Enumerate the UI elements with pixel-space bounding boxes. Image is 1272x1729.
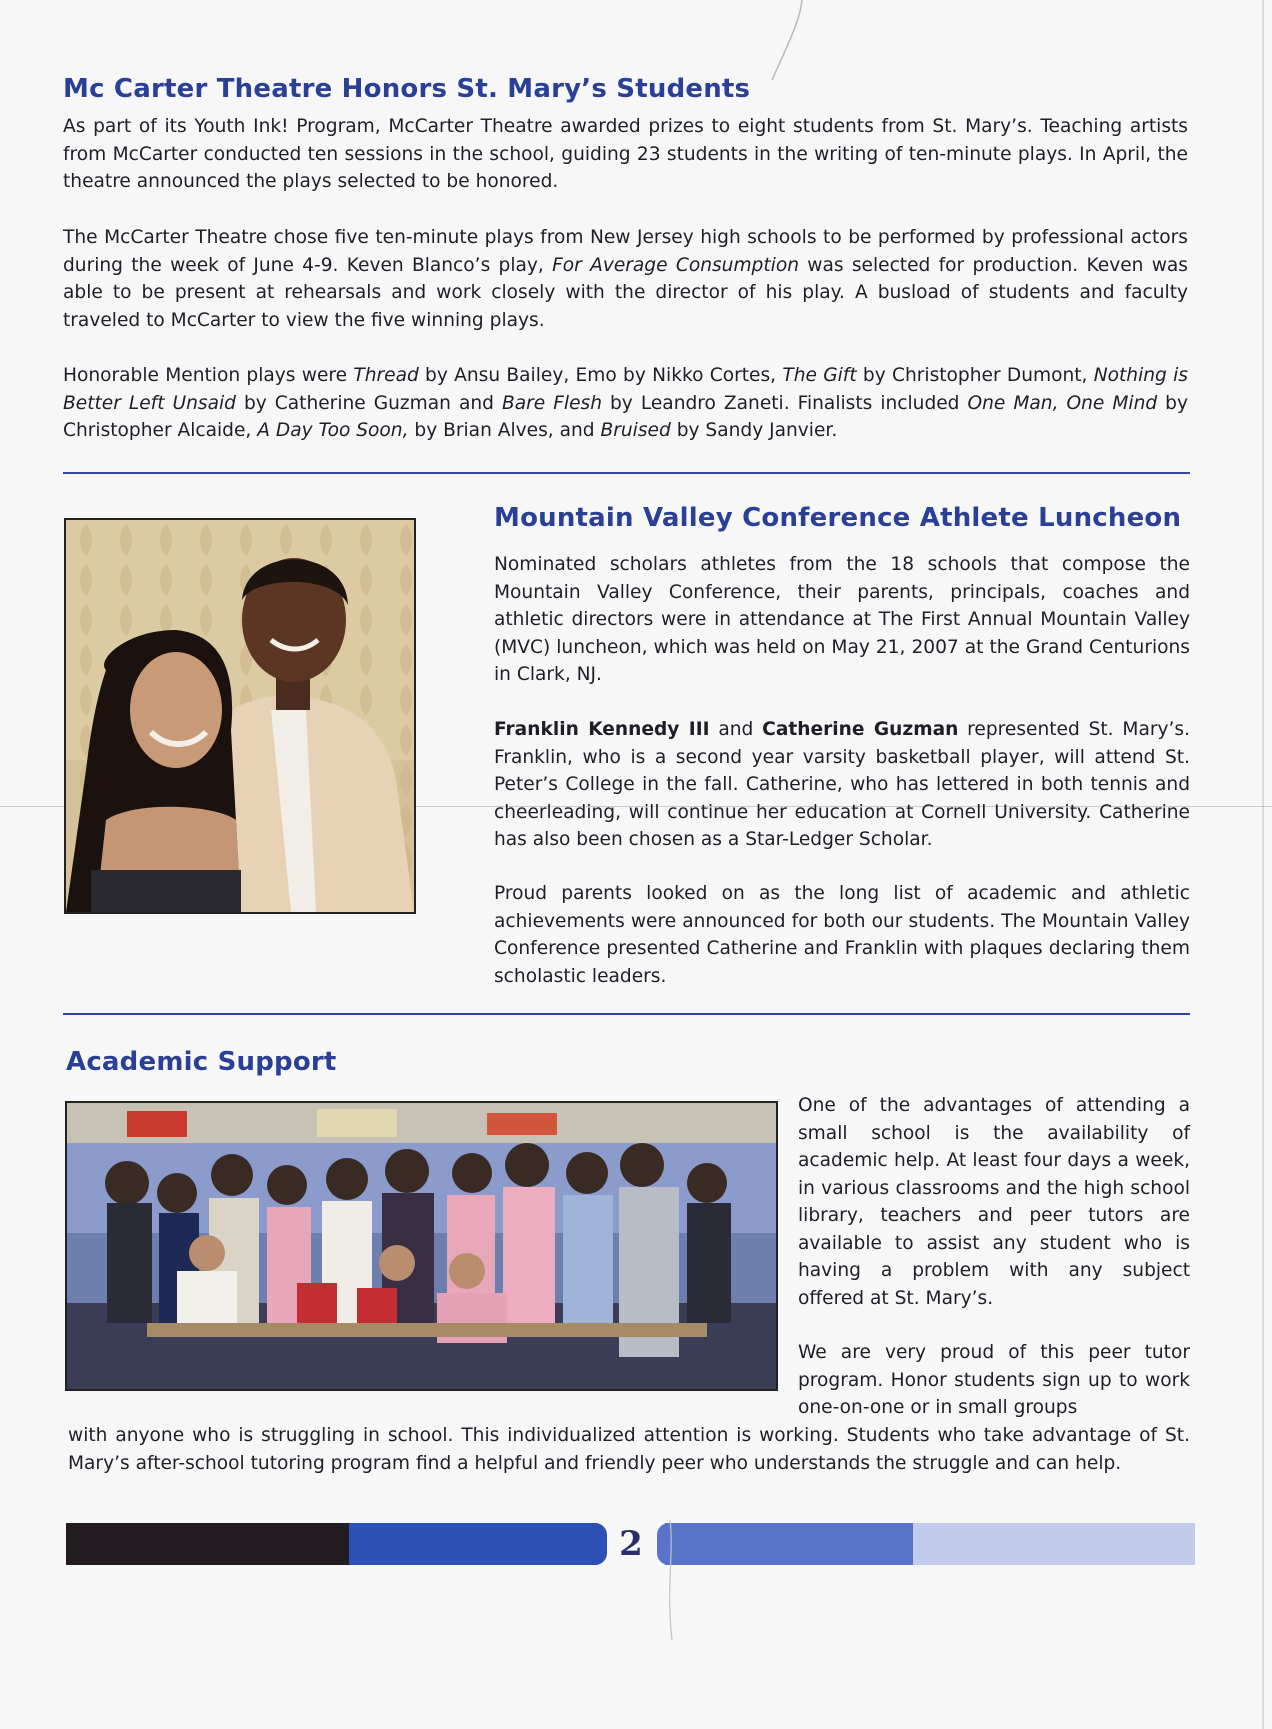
section-divider-2 xyxy=(63,1013,1190,1015)
footer-bar-mid-blue xyxy=(665,1523,913,1565)
paper-tear-bottom xyxy=(660,1520,700,1640)
luncheon-paragraph-3: Proud parents looked on as the long list of academic and athletic achievements were announced for both our students. The Mountain Valley Conference presented Catherine and Franklin with plaques declaring them scholastic leaders. xyxy=(494,883,1190,987)
academic-paragraph-1: One of the advantages of attending a small school is the availability of academic help. At least four days a week, in various classrooms and the high school library, teachers and peer tutors are available to assist any student who is having a problem with any subject offered at St. Mary’s. xyxy=(798,1095,1190,1309)
page-number: 2 xyxy=(619,1524,643,1564)
play-title: For Average Consumption xyxy=(552,254,799,276)
academic-paragraph-2: We are very proud of this peer tutor program. Honor students sign up to work one-on-one or in small groups xyxy=(798,1342,1190,1418)
mccarter-heading: Mc Carter Theatre Honors St. Mary’s Students xyxy=(63,74,751,104)
tutoring-group-photo xyxy=(65,1101,778,1391)
section-divider-1 xyxy=(63,472,1190,474)
student-name-franklin: Franklin Kennedy III xyxy=(494,719,710,740)
academic-paragraph-2-continued: with anyone who is struggling in school. This individualized attention is working. Students who take advantage of St. Mary’s after-school tutoring program find a helpful and friendly peer who understands the struggle and can help. xyxy=(68,1425,1190,1474)
tutoring-group-photo-image xyxy=(67,1103,776,1389)
paper-tear-top xyxy=(760,0,820,80)
academic-support-heading: Academic Support xyxy=(66,1047,337,1077)
luncheon-paragraph-2: Franklin Kennedy III and Catherine Guzman represented St. Mary’s. Franklin, who is a second year varsity basketball player, will attend St. Peter’s College in the fall. Catherine, who has lettered in both tennis and cheerleading, will continue her education at Cornell University. Catherine has also been chosen as a Star-Ledger Scholar. xyxy=(494,719,1190,850)
footer-bar-light-blue xyxy=(913,1523,1195,1565)
luncheon-heading: Mountain Valley Conference Athlete Luncheon xyxy=(494,503,1182,533)
mccarter-paragraph-1: As part of its Youth Ink! Program, McCarter Theatre awarded prizes to eight students from St. Mary’s. Teaching artists from McCarter conducted ten sessions in the school, guiding 23 students in the writing of ten-minute plays. In April, the theatre announced the plays selected to be honored. xyxy=(63,116,1188,192)
athletes-photo xyxy=(64,518,416,914)
athletes-photo-image xyxy=(66,520,414,912)
mccarter-paragraph-2: The McCarter Theatre chose five ten-minute plays from New Jersey high schools to be performed by professional actors during the week of June 4-9. Keven Blanco’s play, For Average Consumption was selected for production. Keven was able to be present at rehearsals and work closely with the director of his play. A busload of students and faculty traveled to McCarter to view the five winning plays. xyxy=(63,227,1188,331)
footer-bar-blue xyxy=(349,1523,597,1565)
luncheon-paragraph-1: Nominated scholars athletes from the 18 schools that compose the Mountain Valley Conference, their parents, principals, coaches and athletic directors were in attendance at The First Annual Mountain Valley (MVC) luncheon, which was held on May 21, 2007 at the Grand Centurions in Clark, NJ. xyxy=(494,554,1190,685)
mccarter-paragraph-3: Honorable Mention plays were Thread by Ansu Bailey, Emo by Nikko Cortes, The Gift by Christopher Dumont, Nothing is Better Left Unsaid by Catherine Guzman and Bare Flesh by Leandro Zaneti. Finalists included One Man, One Mind by Christopher Alcaide, A Day Too Soon, by Brian Alves, and Bruised by Sandy Janvier. xyxy=(63,365,1188,441)
footer-bar-black xyxy=(66,1523,349,1565)
student-name-catherine: Catherine Guzman xyxy=(762,719,959,740)
page-fold-vertical xyxy=(1262,0,1264,1729)
